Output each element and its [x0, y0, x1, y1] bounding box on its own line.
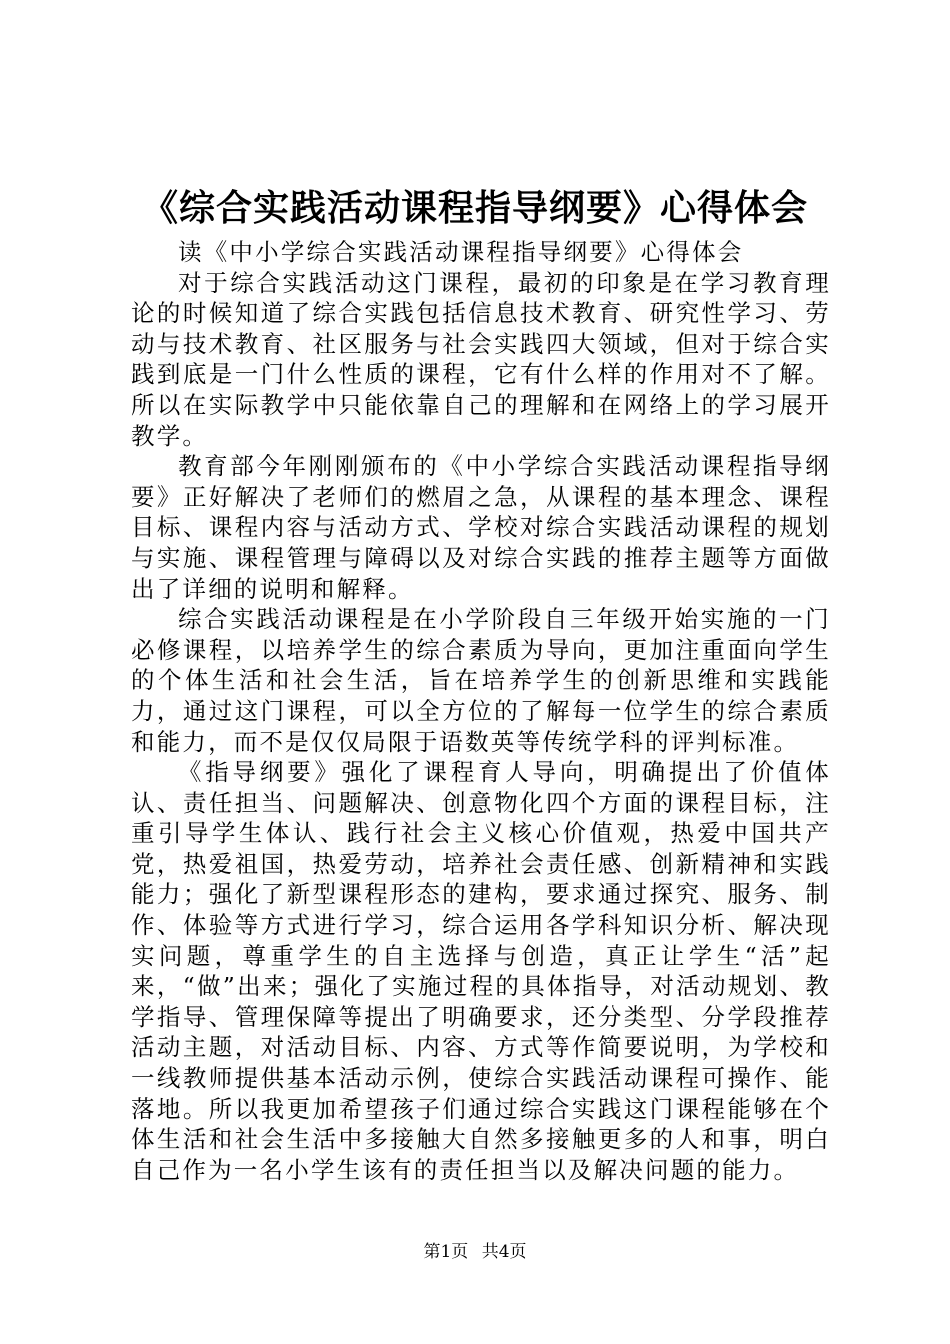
body-paragraph: 对于综合实践活动这门课程，最初的印象是在学习教育理论的时候知道了综合实践包括信息技术教育、研究性学习、劳动与技术教育、社区服务与社会实践四大领域，但对于综合实践到底是一门什么性质的课程，它有什么样的作用对不了解。所以在实际教学中只能依靠自己的理解和在网络上的学习展开教学。	[131, 268, 831, 450]
document-title: 《综合实践活动课程指导纲要》心得体会	[141, 187, 808, 229]
page-total: 共4页	[481, 1242, 527, 1262]
subtitle-paragraph: 读《中小学综合实践活动课程指导纲要》心得体会	[178, 238, 744, 266]
body-paragraph: 综合实践活动课程是在小学阶段自三年级开始实施的一门必修课程，以培养学生的综合素质为导向，更加注重面向学生的个体生活和社会生活，旨在培养学生的创新思维和实践能力，通过这门课程，可以全方位的了解每一位学生的综合素质和能力，而不是仅仅局限于语数英等传统学科的评判标准。	[131, 605, 831, 756]
page-footer	[0, 1240, 950, 1264]
document-body	[131, 237, 831, 1185]
page-number: 第1页	[423, 1242, 469, 1262]
body-paragraph: 《指导纲要》强化了课程育人导向，明确提出了价值体认、责任担当、问题解决、创意物化四个方面的课程目标，注重引导学生体认、践行社会主义核心价值观，热爱中国共产党，热爱祖国，热爱劳动，培养社会责任感、创新精神和实践能力；强化了新型课程形态的建构，要求通过探究、服务、制作、体验等方式进行学习，综合运用各学科知识分析、解决现实问题，尊重学生的自主选择与创造，真正让学生“活”起来，“做”出来；强化了实施过程的具体指导，对活动规划、教学指导、管理保障等提出了明确要求，还分类型、分学段推荐活动主题，对活动目标、内容、方式等作简要说明，为学校和一线教师提供基本活动示例，使综合实践活动课程可操作、能落地。所以我更加希望孩子们通过综合实践这门课程能够在个体生活和社会生活中多接触大自然多接触更多的人和事，明白自己作为一名小学生该有的责任担当以及解决问题的能力。	[131, 758, 831, 1184]
body-paragraph: 教育部今年刚刚颁布的《中小学综合实践活动课程指导纲要》正好解决了老师们的燃眉之急，从课程的基本理念、课程目标、课程内容与活动方式、学校对综合实践活动课程的规划与实施、课程管理与障碍以及对综合实践的推荐主题等方面做出了详细的说明和解释。	[131, 452, 831, 603]
